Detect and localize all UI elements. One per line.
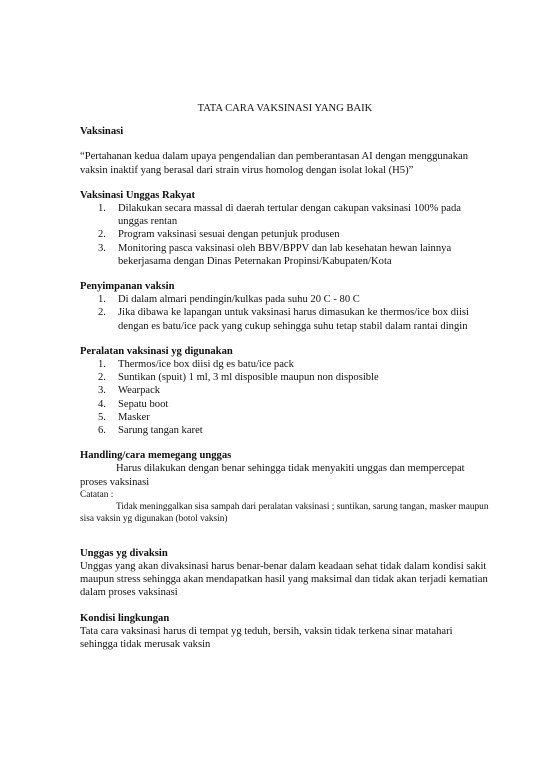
divaksin-body: Unggas yang akan divaksinasi harus benar-benar dalam keadaan sehat tidak dalam kondisi sakit maupun stress sehingga akan mendapatkan hasil yang maksimal dan tidak akan terjadi kematian dalam proses vaksinasi xyxy=(80,561,488,599)
list-item: 2. Jika dibawa ke lapangan untuk vaksinasi harus dimasukan ke thermos/ice box diisi dengan es batu/ice pack yang cukup sehingga suhu tetap stabil dalam rantai dingin xyxy=(98,307,469,332)
list-item: 5. Masker xyxy=(98,411,150,423)
handling-body: Harus dilakukan dengan benar sehingga tidak menyakiti unggas dan mempercepat proses vaksinasi xyxy=(80,463,465,488)
list-item: 2. Suntikan (spuit) 1 ml, 3 ml disposible maupun non disposible xyxy=(98,372,379,384)
list-item: 1. Dilakukan secara massal di daerah tertular dengan cakupan vaksinasi 100% pada unggas rentan xyxy=(98,203,461,228)
list-item: 3. Wearpack xyxy=(98,385,161,397)
section-heading: Vaksinasi Unggas Rakyat xyxy=(80,189,195,201)
section-penyimpanan xyxy=(80,280,490,333)
section-heading: Peralatan vaksinasi yg digunakan xyxy=(80,345,233,357)
vaksinasi-quote: “Pertahanan kedua dalam upaya pengendalian dan pemberantasan AI dengan menggunakan vaksin inaktif yang berasal dari strain virus homolog dengan isolat lokal (H5)” xyxy=(80,151,468,176)
section-heading: Unggas yg divaksin xyxy=(80,547,168,559)
note-label: Catatan : xyxy=(80,489,114,500)
list-item: 4. Sepatu boot xyxy=(98,398,169,410)
list-item: 1. Di dalam almari pendingin/kulkas pada suhu 20 C - 80 C xyxy=(98,294,360,306)
section-heading: Penyimpanan vaksin xyxy=(80,281,175,293)
list-item: 2. Program vaksinasi sesuai dengan petunjuk produsen xyxy=(98,229,340,241)
penyimpanan-list xyxy=(80,293,490,333)
list-item: 6. Sarung tangan karet xyxy=(98,425,203,437)
list-item: 3. Monitoring pasca vaksinasi oleh BBV/BPPV dan lab kesehatan hewan lainnya bekerjasama dengan Dinas Peternakan Propinsi/Kabupaten/Kota xyxy=(98,242,452,267)
section-divaksin xyxy=(80,547,490,600)
list-item: 1. Thermos/ice box diisi dg es batu/ice pack xyxy=(98,359,294,371)
section-heading: Vaksinasi xyxy=(80,126,124,138)
document-title: TATA CARA VAKSINASI YANG BAIK xyxy=(197,103,373,114)
lingkungan-body: Tata cara vaksinasi harus di tempat yg teduh, bersih, vaksin tidak terkena sinar matahari sehingga tidak merusak vaksin xyxy=(80,625,453,651)
note-body: Tidak meninggalkan sisa sampah dari peralatan vaksinasi ; suntikan, sarung tangan, masker maupun sisa vaksin yg digunakan (botol vaksin) xyxy=(80,501,489,524)
unggas-rakyat-list xyxy=(80,202,490,268)
section-vaksinasi xyxy=(80,125,490,177)
section-handling xyxy=(80,449,490,525)
section-heading: Kondisi lingkungan xyxy=(80,612,170,624)
section-lingkungan xyxy=(80,612,490,652)
section-heading: Handling/cara memegang unggas xyxy=(80,450,232,462)
section-unggas-rakyat xyxy=(80,189,490,268)
peralatan-list xyxy=(80,358,490,437)
section-peralatan xyxy=(80,345,490,437)
